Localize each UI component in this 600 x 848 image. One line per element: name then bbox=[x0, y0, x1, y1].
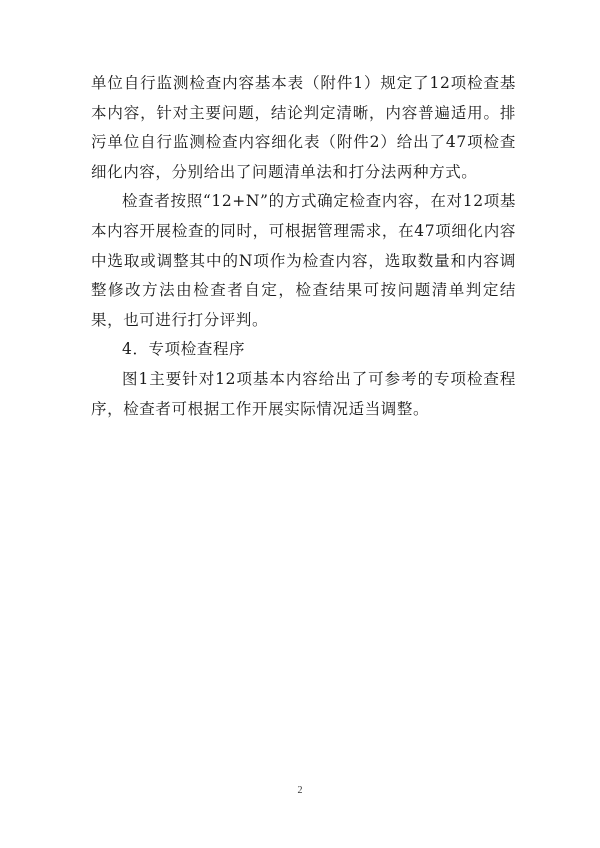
page-number: 2 bbox=[297, 785, 303, 796]
paragraph-figure-1-reference: 图1主要针对12项基本内容给出了可参考的专项检查程序，检查者可根据工作开展实际情况适当调整。 bbox=[91, 369, 516, 418]
paragraph-attachments-summary: 单位自行监测检查内容基本表（附件1）规定了12项检查基本内容，针对主要问题，结论判定清晰，内容普遍适用。排污单位自行监测检查内容细化表（附件2）给出了47项检查细化内容，分别给出了问题清单法和打分法两种方式。 bbox=[91, 74, 516, 181]
section-heading-special-inspection-procedure: 4．专项检查程序 bbox=[122, 340, 246, 359]
paragraph-12-plus-n-method: 检查者按照“12+N”的方式确定检查内容，在对12项基本内容开展检查的同时，可根据管理需求，在47项细化内容中选取或调整其中的N项作为检查内容，选取数量和内容调整修改方法由检查者自定，检查结果可按问题清单判定结果，也可进行打分评判。 bbox=[91, 192, 516, 329]
document-body bbox=[91, 69, 516, 424]
